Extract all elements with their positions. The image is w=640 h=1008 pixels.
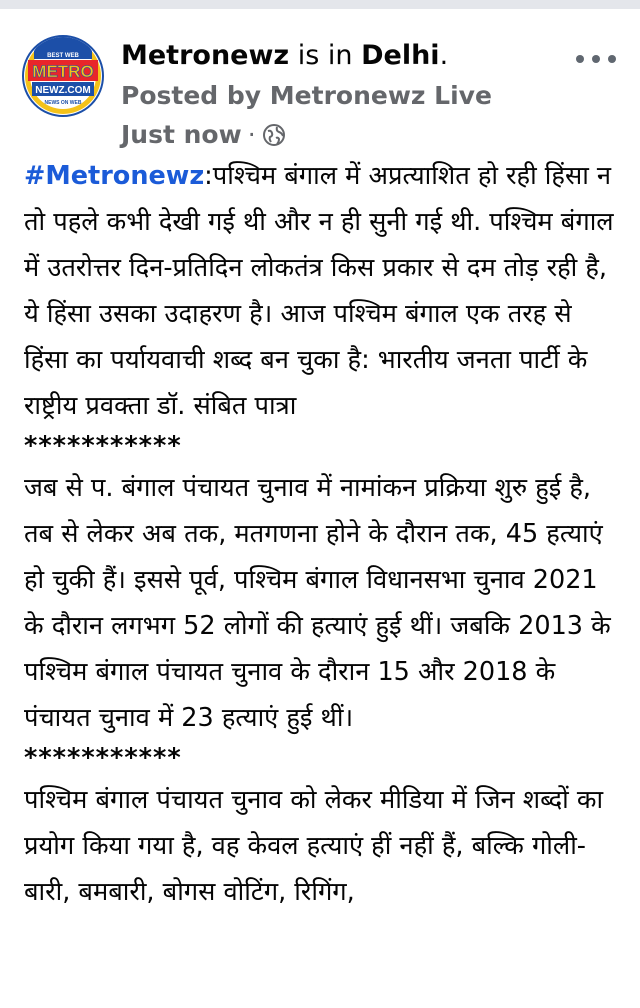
post-meta: [121, 119, 286, 151]
timestamp-link[interactable]: Just now: [121, 120, 242, 149]
location-link[interactable]: Delhi: [361, 40, 440, 71]
separator-1: ***********: [24, 431, 182, 461]
more-dot: [576, 55, 584, 63]
more-dot: [608, 55, 616, 63]
more-horizontal-icon[interactable]: [576, 49, 616, 69]
is-in-text: is in: [297, 40, 353, 71]
post-text: [24, 153, 620, 915]
logo-sub-text: NEWZ.COM: [35, 85, 91, 96]
paragraph-3: पश्चिम बंगाल पंचायत चुनाव को लेकर मीडिया में जिन शब्दों का प्रयोग किया गया है, वह केवल हत्याएं हीं नहीं हैं, बल्कि गोली-बारी, बमबारी, बोगस वोटिंग, रिगिंग,: [24, 785, 604, 907]
location-period: .: [439, 40, 449, 71]
posted-by-text: Posted by Metronewz Live: [121, 81, 492, 110]
metronewz-logo-icon: [24, 37, 102, 115]
top-divider-strip: [0, 0, 640, 9]
author-line: [121, 39, 448, 73]
logo-main-text: METRO: [32, 62, 94, 81]
paragraph-2: जब से प. बंगाल पंचायत चुनाव में नामांकन प्रक्रिया शुरु हुई है, तब से लेकर अब तक, मतगणना होने के दौरान तक, 45 हत्याएं हो चुकी हैं। इससे पूर्व, पश्चिम बंगाल विधानसभा चुनाव 2021 के दौरान लगभग 52 लोगों की हत्याएं हुई थीं। जबकि 2013 के पश्चिम बंगाल पंचायत चुनाव के दौरान 15 और 2018 के पंचायत चुनाव में 23 हत्याएं हुई थीं।: [24, 473, 611, 733]
more-dot: [592, 55, 600, 63]
meta-separator: ·: [247, 120, 256, 149]
globe-icon[interactable]: [262, 123, 286, 147]
logo-bottom-text: NEWS ON WEB: [44, 100, 82, 106]
page-name-link[interactable]: Metronewz: [121, 40, 290, 71]
page-avatar[interactable]: [22, 35, 104, 117]
separator-2: ***********: [24, 743, 182, 773]
paragraph-1: [24, 153, 620, 429]
post-header: [0, 9, 640, 149]
paragraph-1-text: :पश्चिम बंगाल में अप्रत्याशित हो रही हिंसा न तो पहले कभी देखी गई थी और न ही सुनी गई थी. पश्चिम बंगाल में उतरोत्तर दिन-प्रतिदिन लोकतंत्र किस प्रकार से दम तोड़ रही है, ये हिंसा उसका उदाहरण है। आज पश्चिम बंगाल एक तरह से हिंसा का पर्यायवाची शब्द बन चुका है: भारतीय जनता पार्टी के राष्ट्रीय प्रवक्ता डॉ. संबित पात्रा: [24, 161, 614, 421]
hashtag-link[interactable]: #Metronewz: [24, 161, 205, 191]
logo-top-text: BEST WEB: [47, 53, 79, 59]
